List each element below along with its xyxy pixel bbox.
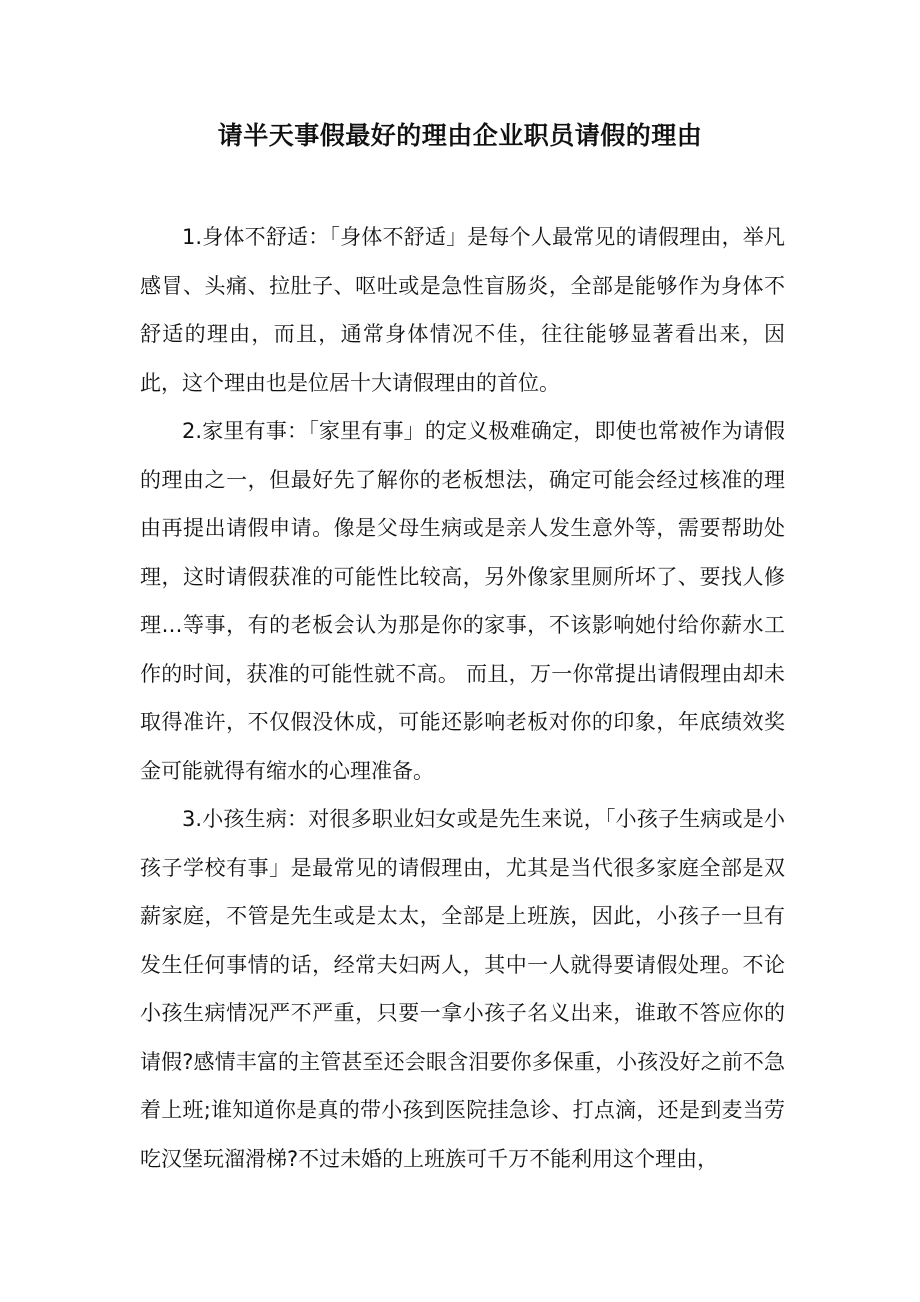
document-title: 请半天事假最好的理由企业职员请假的理由 — [217, 121, 703, 150]
paragraph-3: 3.小孩生病：对很多职业妇女或是先生来说，「小孩子生病或是小孩子学校有事」是最常见的请假理由，尤其是当代很多家庭全部是双薪家庭，不管是先生或是太太，全部是上班族，因此，小孩子一旦有发生任何事情的话，经常夫妇两人，其中一人就得要请假处理。不论小孩生病情况严不严重，只要一拿小孩子名义出来，谁敢不答应你的请假?感情丰富的主管甚至还会眼含泪要你多保重，小孩没好之前不急着上班;谁知道你是真的带小孩到医院挂急诊、打点滴，还是到麦当劳吃汉堡玩溜滑梯?不过未婚的上班族可千万不能利用这个理由， — [140, 807, 785, 1171]
paragraph-2: 2.家里有事：「家里有事」的定义极难确定，即使也常被作为请假的理由之一，但最好先了解你的老板想法，确定可能会经过核准的理由再提出请假申请。像是父母生病或是亲人发生意外等，需要帮助处理，这时请假获准的可能性比较高，另外像家里厕所坏了、要找人修理…等事，有的老板会认为那是你的家事，不该影响她付给你薪水工作的时间，获准的可能性就不高。 而且，万一你常提出请假理由却未取得准许，不仅假没休成，可能还影响老板对你的印象，年底绩效奖金可能就得有缩水的心理准备。 — [140, 419, 785, 783]
paragraph-1: 1.身体不舒适：「身体不舒适」是每个人最常见的请假理由，举凡感冒、头痛、拉肚子、呕吐或是急性盲肠炎，全部是能够作为身体不舒适的理由，而且，通常身体情况不佳，往往能够显著看出来，因此，这个理由也是位居十大请假理由的首位。 — [140, 225, 785, 395]
document-body — [140, 213, 785, 1183]
